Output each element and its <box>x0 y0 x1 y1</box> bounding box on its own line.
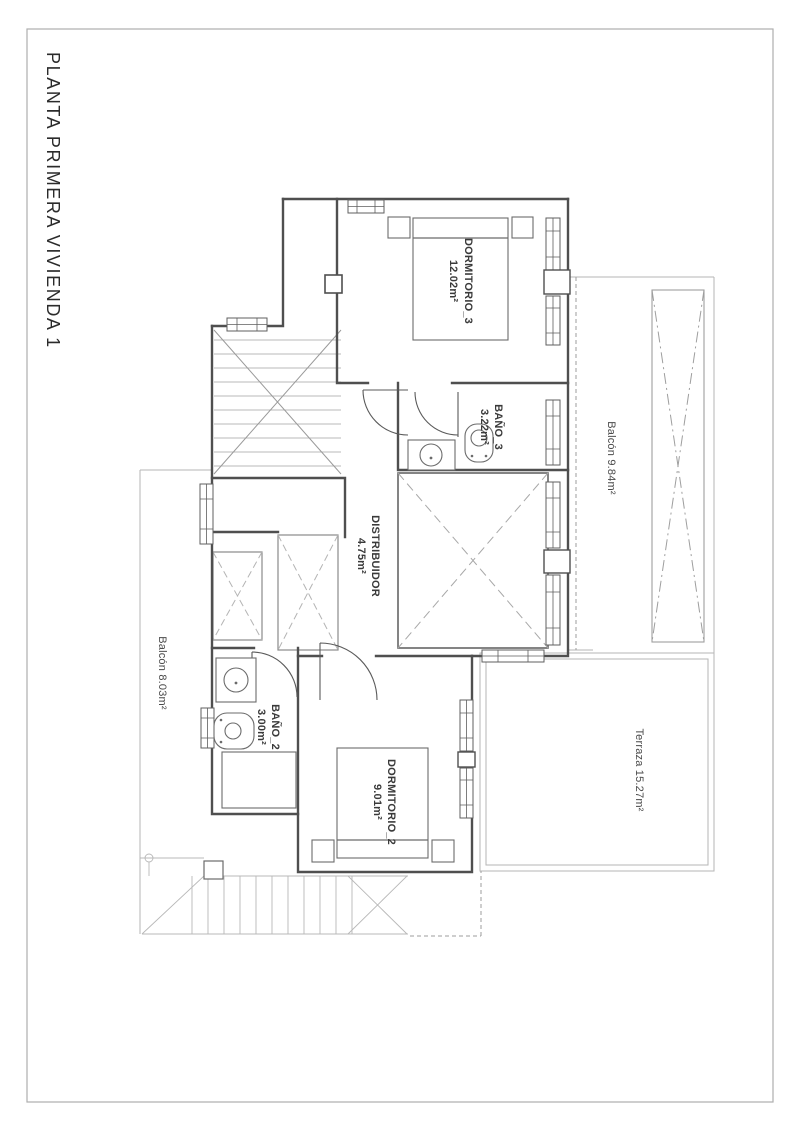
sink-drain <box>235 682 238 685</box>
exterior-stairs <box>140 854 408 934</box>
toilet-bolt <box>220 719 223 722</box>
label-distribuidor-name: DISTRIBUIDOR <box>369 515 381 597</box>
label-terraza: Terraza 15.27m² <box>633 728 645 812</box>
wall-column <box>325 275 342 293</box>
label-balcon-right: Balcón 9.84m² <box>605 421 617 495</box>
site-dashed-edge <box>410 871 481 936</box>
page-border <box>27 29 773 1102</box>
nightstand <box>388 217 410 238</box>
window-mullion <box>544 550 570 573</box>
toilet-bolt <box>485 455 488 458</box>
label-balcon-left: Balcón 8.03m² <box>156 636 168 710</box>
nightstand <box>512 217 533 238</box>
door-swing <box>252 652 297 697</box>
sink-basin <box>420 444 442 466</box>
void-opening <box>398 473 548 648</box>
label-dormitorio2-name: DORMITORIO_2 <box>385 759 397 845</box>
nightstand <box>432 840 454 862</box>
terrace-outline <box>480 653 714 871</box>
door-swing <box>363 390 408 435</box>
terrace-outline-inner <box>486 659 708 865</box>
toilet-bowl <box>225 723 241 739</box>
interior-stairs <box>214 330 341 474</box>
label-dormitorio3-area: 12.02m² <box>447 259 459 303</box>
door-swing <box>320 643 377 700</box>
label-bano3-area: 3.22m² <box>478 408 490 446</box>
closets <box>213 535 338 650</box>
toilet-bolt <box>220 741 223 744</box>
label-dormitorio2-area: 9.01m² <box>371 783 383 821</box>
window-mullion <box>458 752 475 767</box>
label-bano2-area: 3.00m² <box>255 708 267 746</box>
door-swing <box>415 392 458 437</box>
label-bano3-name: BAÑO_3 <box>492 404 504 450</box>
label-bano2-name: BAÑO_2 <box>269 704 281 750</box>
window-mullion <box>544 270 570 294</box>
sink-drain <box>430 457 433 460</box>
bed-dormitorio3 <box>388 217 533 340</box>
nightstand <box>312 840 334 862</box>
shower-tray <box>222 752 296 808</box>
label-dormitorio3-name: DORMITORIO_3 <box>462 238 474 324</box>
page-title: PLANTA PRIMERA VIVIENDA 1 <box>43 52 63 349</box>
bathroom2-fixtures <box>214 658 296 808</box>
pergola <box>652 290 704 642</box>
toilet-bolt <box>471 455 474 458</box>
sink-basin <box>224 668 248 692</box>
exterior-column <box>204 861 223 879</box>
label-distribuidor-area: 4.75m² <box>355 537 367 575</box>
